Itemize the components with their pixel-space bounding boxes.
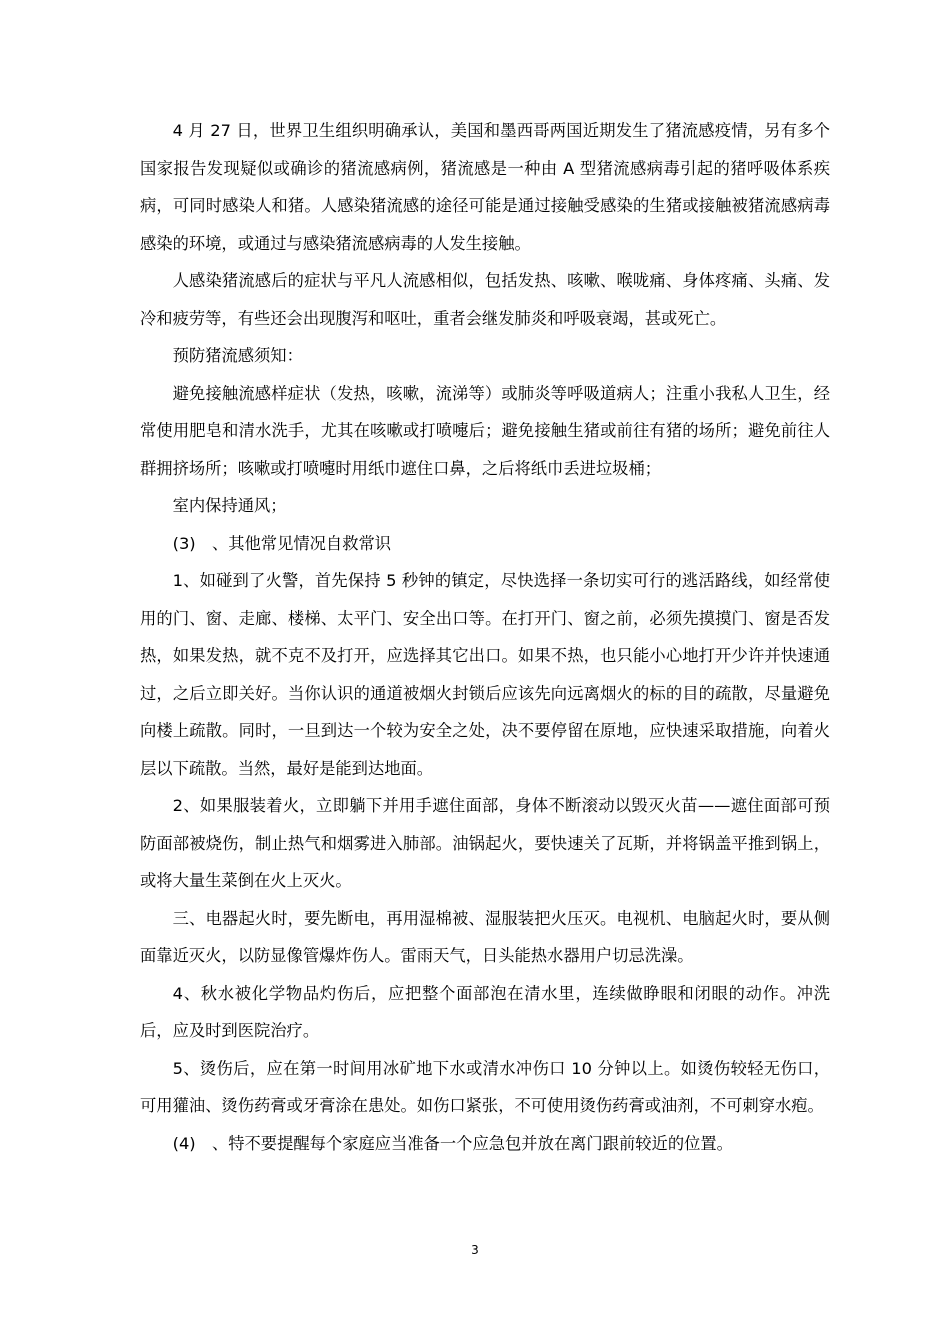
paragraph-section-4-heading: (4) 、特不要提醒每个家庭应当准备一个应急包并放在离门跟前较近的位置。 (172, 1133, 733, 1153)
paragraph-ventilation: 室内保持通风； (172, 496, 287, 515)
paragraph-prevention-heading: 预防猪流感须知： (172, 346, 303, 365)
paragraph-fire-escape: 1、如碰到了火警，首先保持 5 秒钟的镇定，尽快选择一条切实可行的逃活路线，如经常使用的门、窗、走廊、楼梯、太平门、安全出口等。在打开门、窗之前，必须先摸摸门、窗是否发热，如果发热，就不克不及打开，应选择其它出口。如果不热，也只能小心地打开少许并快速通过，之后立即关好。当你认识的通道被烟火封锁后应该先向远离烟火的标的目的疏散，尽量避免向楼上疏散。同时，一旦到达一个较为安全之处，决不要停留在原地，应快速采取措施，向着火层以下疏散。当然，最好是能到达地面。 (140, 571, 830, 778)
page-number: 3 (471, 1243, 479, 1257)
paragraph-symptoms: 人感染猪流感后的症状与平凡人流感相似，包括发热、咳嗽、喉咙痛、身体疼痛、头痛、发冷和疲劳等，有些还会出现腹泻和呕吐，重者会继发肺炎和呼吸衰竭，甚或死亡。 (140, 271, 830, 328)
paragraph-scald: 5、烫伤后，应在第一时间用冰矿地下水或清水冲伤口 10 分钟以上。如烫伤较轻无伤口，可用獾油、烫伤药膏或牙膏涂在患处。如伤口紧张，不可使用烫伤药膏或油剂，不可刺穿水疱。 (140, 1058, 830, 1115)
paragraph-electrical-fire: 三、电器起火时，要先断电，再用湿棉被、湿服装把火压灭。电视机、电脑起火时，要从侧面靠近灭火，以防显像管爆炸伤人。雷雨天气，日头能热水器用户切忌洗澡。 (140, 908, 830, 965)
paragraph-clothes-fire: 2、如果服装着火，立即躺下并用手遮住面部，身体不断滚动以毁灭火苗——遮住面部可预防面部被烧伤，制止热气和烟雾进入肺部。油锅起火，要快速关了瓦斯，并将锅盖平推到锅上，或将大量生菜倒在火上灭火。 (140, 796, 830, 890)
paragraph-prevention-tips: 避免接触流感样症状（发热，咳嗽，流涕等）或肺炎等呼吸道病人；注重小我私人卫生，经常使用肥皂和清水洗手，尤其在咳嗽或打喷嚏后；避免接触生猪或前往有猪的场所；避免前往人群拥挤场所；咳嗽或打喷嚏时用纸巾遮住口鼻，之后将纸巾丢进垃圾桶； (140, 383, 830, 478)
document-body (140, 112, 830, 1162)
paragraph-chemical-burn: 4、秋水被化学物品灼伤后，应把整个面部泡在清水里，连续做睁眼和闭眼的动作。冲洗后，应及时到医院治疗。 (140, 983, 830, 1040)
paragraph-swine-flu-intro: 4 月 27 日，世界卫生组织明确承认，美国和墨西哥两国近期发生了猪流感疫情，另有多个国家报告发现疑似或确诊的猪流感病例，猪流感是一种由 A 型猪流感病毒引起的猪呼吸体系疾病，可同时感染人和猪。人感染猪流感的途径可能是通过接触受感染的生猪或接触被猪流感病毒感染的环境，或通过与感染猪流感病毒的人发生接触。 (140, 121, 830, 253)
paragraph-section-3-heading: (3) 、其他常见情况自救常识 (172, 533, 392, 553)
